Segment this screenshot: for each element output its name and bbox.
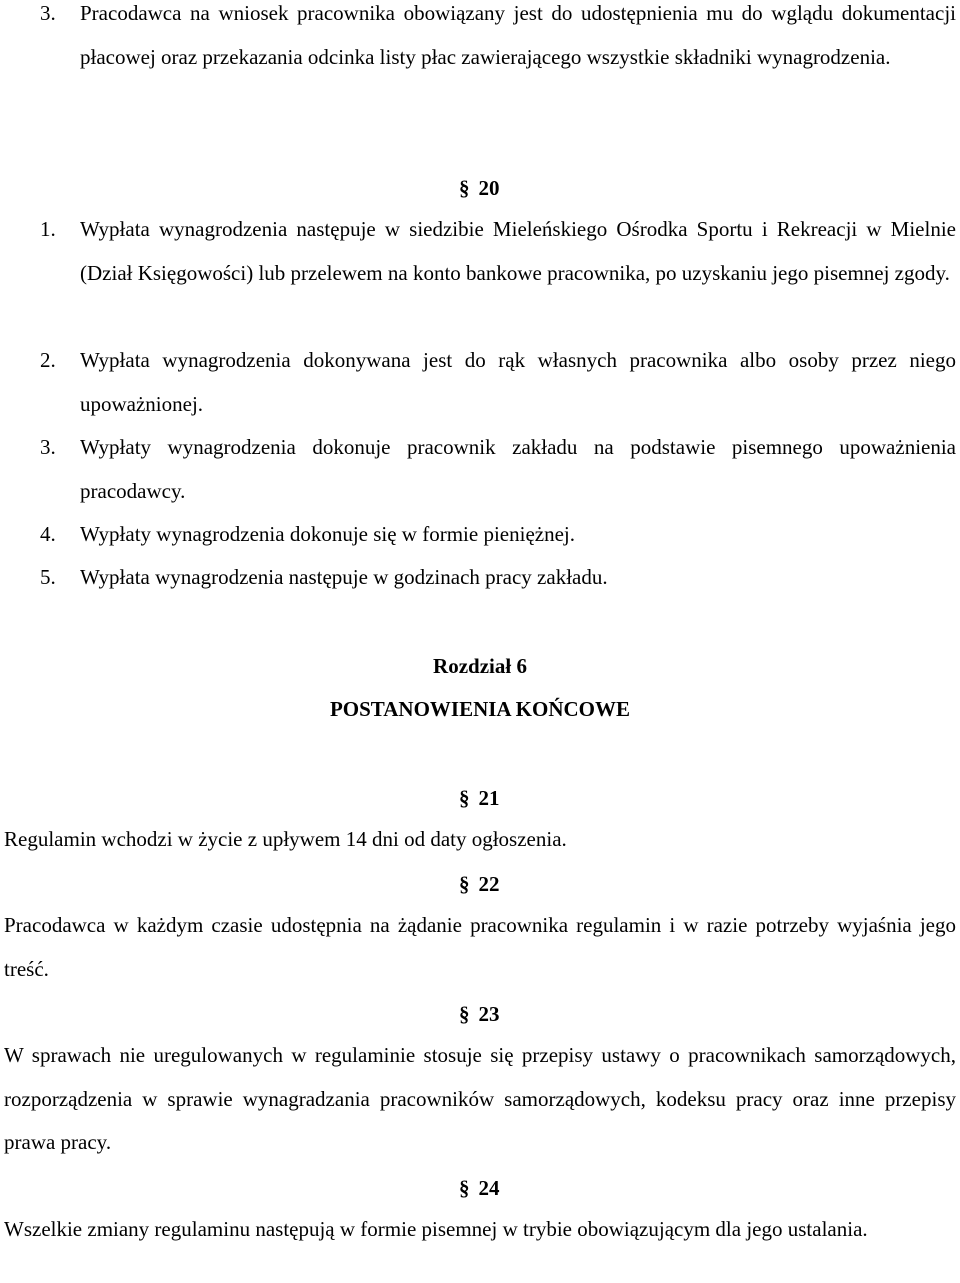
section-number: 24 bbox=[478, 1176, 500, 1200]
section-number: 20 bbox=[478, 176, 500, 200]
section-text-21: Regulamin wchodzi w życie z upływem 14 dni od daty ogłoszenia. bbox=[4, 827, 567, 851]
section-number: 23 bbox=[478, 1002, 500, 1026]
chapter-title: Rozdział 6 bbox=[433, 654, 527, 678]
item-text: Pracodawca na wniosek pracownika obowiązany jest do udostępnienia mu do wglądu dokumentacji płacowej oraz przekazania odcinka listy płac zawierającego wszystkie składniki wynagrodzenia. bbox=[80, 1, 956, 69]
section-sign: § bbox=[459, 786, 470, 810]
section-sign: § bbox=[459, 1002, 470, 1026]
section-sign: § bbox=[459, 1176, 470, 1200]
section-text-24: Wszelkie zmiany regulaminu następują w formie pisemnej w trybie obowiązującym dla jego ustalania. bbox=[4, 1217, 868, 1241]
item-number: 5. bbox=[40, 565, 56, 589]
list-item bbox=[40, 0, 956, 79]
item-number: 2. bbox=[40, 348, 56, 372]
section-sign: § bbox=[459, 872, 470, 896]
item-number: 1. bbox=[40, 217, 56, 241]
list-item bbox=[40, 426, 956, 513]
list-item bbox=[40, 208, 956, 295]
section-heading-23 bbox=[459, 999, 500, 1029]
list-item bbox=[40, 556, 956, 600]
chapter-subtitle: POSTANOWIENIA KOŃCOWE bbox=[329, 697, 631, 721]
section-number: 22 bbox=[478, 872, 500, 896]
section-heading-22 bbox=[459, 869, 500, 899]
section-number: 21 bbox=[478, 786, 500, 810]
list-item bbox=[40, 339, 956, 426]
item-text: Wypłata wynagrodzenia następuje w godzinach pracy zakładu. bbox=[80, 565, 608, 589]
item-number: 3. bbox=[40, 1, 56, 25]
section-text-23: W sprawach nie uregulowanych w regulaminie stosuje się przepisy ustawy o pracownikach samorządowych, rozporządzenia w sprawie wynagradzania pracowników samorządowych, kodeksu pracy oraz inne przepisy prawa pracy. bbox=[4, 1043, 956, 1154]
item-text: Wypłata wynagrodzenia następuje w siedzibie Mieleńskiego Ośrodka Sportu i Rekreacji w Mielnie (Dział Księgowości) lub przelewem na konto bankowe pracownika, po uzyskaniu jego pisemnej zgody. bbox=[80, 217, 956, 285]
item-text: Wypłaty wynagrodzenia dokonuje się w formie pieniężnej. bbox=[80, 522, 575, 546]
item-text: Wypłata wynagrodzenia dokonywana jest do rąk własnych pracownika albo osoby przez niego upoważnionej. bbox=[80, 348, 956, 416]
section-text-22: Pracodawca w każdym czasie udostępnia na żądanie pracownika regulamin i w razie potrzeby wyjaśnia jego treść. bbox=[4, 913, 956, 981]
section-sign: § bbox=[459, 176, 470, 200]
section-heading-20 bbox=[459, 173, 500, 203]
section-heading-21 bbox=[459, 783, 500, 813]
item-text: Wypłaty wynagrodzenia dokonuje pracownik zakładu na podstawie pisemnego upoważnienia pracodawcy. bbox=[80, 435, 956, 503]
item-number: 4. bbox=[40, 522, 56, 546]
list-item bbox=[40, 513, 956, 557]
item-number: 3. bbox=[40, 435, 56, 459]
section-heading-24 bbox=[459, 1173, 500, 1203]
